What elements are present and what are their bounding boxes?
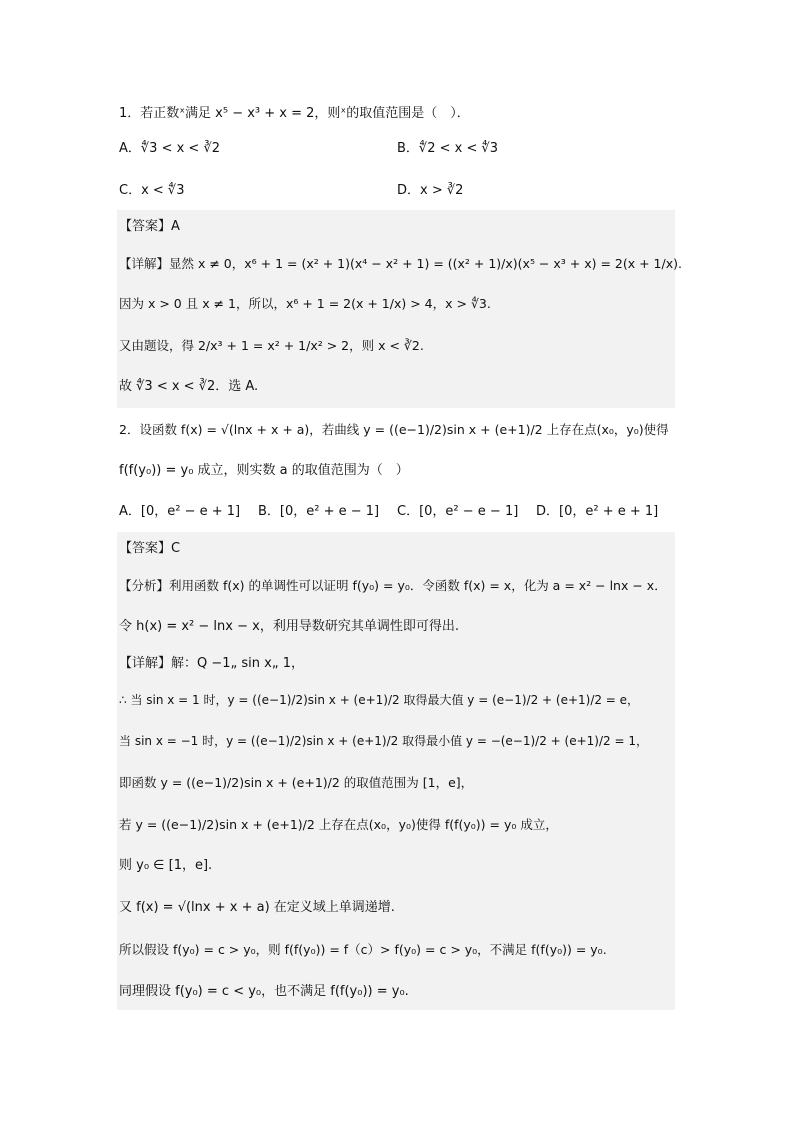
q2-detail-line-2: ∴ 当 sin x = 1 时，y = ((e−1)/2)sin x + (e+1)/2 取得最大值 y = (e−1)/2 + (e+1)/2 = e， [119, 693, 640, 707]
q1-detail-line-4: 故 ∜3 < x < ∛2．选 A. [119, 379, 259, 394]
q2-detail-line-6: 则 y₀ ∈ [1，e]. [119, 858, 213, 873]
q1-detail-line-1: 【详解】显然 x ≠ 0，x⁶ + 1 = (x² + 1)(x⁴ − x² + 1) = ((x² + 1)/x)(x⁵ − x³ + x) = 2(x + 1/x). [119, 256, 682, 271]
q2-stem-line-1: 2．设函数 f(x) = √(lnx + x + a)，若曲线 y = ((e−1)/2)sin x + (e+1)/2 上存在点(x₀，y₀)使得 [119, 422, 669, 437]
q2-detail-line-8: 所以假设 f(y₀) = c > y₀，则 f(f(y₀)) = f（c）> f(y₀) = c > y₀，不满足 f(f(y₀)) = y₀. [119, 942, 607, 957]
q2-detail-line-5: 若 y = ((e−1)/2)sin x + (e+1)/2 上存在点(x₀，y₀)使得 f(f(y₀)) = y₀ 成立， [119, 817, 558, 832]
q2-option-d: D．[0，e² + e + 1] [536, 504, 659, 519]
q2-detail-line-3: 当 sin x = −1 时，y = ((e−1)/2)sin x + (e+1)/2 取得最小值 y = −(e−1)/2 + (e+1)/2 = 1， [119, 734, 648, 748]
q2-detail-line-1: 【详解】解：Q −1„ sin x„ 1， [119, 656, 304, 671]
q2-option-c: C．[0，e² − e − 1] [397, 504, 519, 519]
q2-detail-line-9: 同理假设 f(y₀) = c < y₀，也不满足 f(f(y₀)) = y₀. [119, 984, 409, 999]
q1-detail-line-2: 因为 x > 0 且 x ≠ 1，所以，x⁶ + 1 = 2(x + 1/x) > 4，x > ∜3. [119, 296, 491, 311]
q2-detail-line-7: 又 f(x) = √(lnx + x + a) 在定义域上单调递增. [119, 900, 395, 915]
q2-answer: 【答案】C [119, 541, 181, 556]
q2-analysis-line-2: 令 h(x) = x² − lnx − x，利用导数研究其单调性即可得出. [119, 619, 459, 634]
q1-option-c: C．x < ∜3 [119, 183, 185, 198]
q1-detail-line-3: 又由题设，得 2/x³ + 1 = x² + 1/x² > 2，则 x < ∛2. [119, 338, 424, 353]
q1-option-a: A．∜3 < x < ∛2 [119, 141, 221, 156]
q2-option-b: B．[0，e² + e − 1] [258, 504, 380, 519]
q2-analysis-line-1: 【分析】利用函数 f(x) 的单调性可以证明 f(y₀) = y₀．令函数 f(x) = x，化为 a = x² − lnx − x． [119, 578, 667, 593]
q2-stem-line-2: f(f(y₀)) = y₀ 成立，则实数 a 的取值范围为（ ） [119, 463, 409, 478]
q2-option-a: A．[0，e² − e + 1] [119, 504, 241, 519]
q1-option-b: B．∜2 < x < ∜3 [397, 141, 499, 156]
q1-option-d: D．x > ∛2 [397, 183, 464, 198]
q1-answer: 【答案】A [119, 219, 180, 234]
q2-detail-line-4: 即函数 y = ((e−1)/2)sin x + (e+1)/2 的取值范围为 [1，e]， [119, 775, 474, 790]
q1-stem: 1．若正数ˣ满足 x⁵ − x³ + x = 2，则ˣ的取值范围是（ ）． [119, 106, 470, 121]
q2-solution-box [117, 532, 675, 1010]
